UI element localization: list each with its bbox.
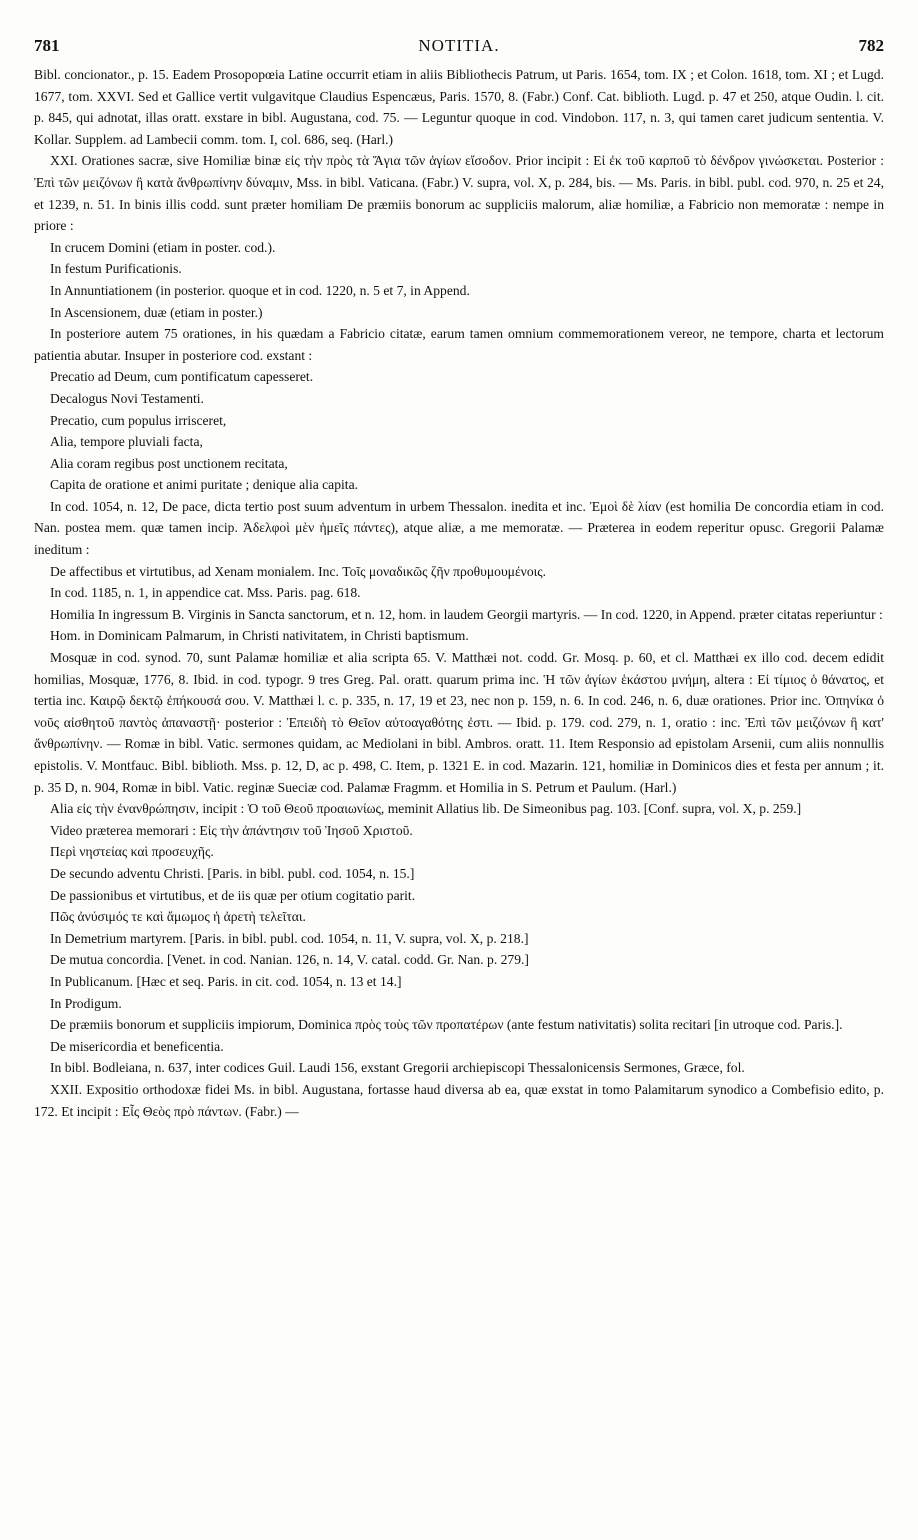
paragraph: Bibl. concionator., p. 15. Eadem Prosopopœia Latine occurrit etiam in aliis Bibliothecis Patrum, ut Paris. 1654, tom. IX ; et Colon. 1618, tom. XI ; et Lugd. 1677, tom. XXVI. Sed et Gallice vertit vulgavitque Claudius Espencæus, Paris. 1570, 8. (Fabr.) Conf. Cat. biblioth. Lugd. p. 47 et 250, atque Oudin. l. cit. p. 845, qui adnotat, illas oratt. exstare in bibl. Augustana, cod. 75. — Leguntur quoque in cod. Vindobon. 117, n. 3, qui tamen caret judicum sententia. V. Kollar. Supplem. ad Lambecii comm. tom. I, col. 686, seq. (Harl.) (34, 67, 884, 147)
paragraph: Alia coram regibus post unctionem recitata, (50, 455, 288, 471)
paragraph: Hom. in Dominicam Palmarum, in Christi nativitatem, in Christi baptismum. (50, 628, 469, 644)
paragraph: De misericordia et beneficentia. (50, 1038, 224, 1054)
paragraph: In Annuntiationem (in posterior. quoque et in cod. 1220, n. 5 et 7, in Append. (50, 282, 470, 298)
paragraph: In Publicanum. [Hæc et seq. Paris. in cit. cod. 1054, n. 13 et 14.] (50, 973, 402, 989)
paragraph: De passionibus et virtutibus, et de iis quæ per otium cogitatio parit. (50, 887, 416, 903)
document-body (34, 64, 884, 1122)
paragraph: De secundo adventu Christi. [Paris. in bibl. publ. cod. 1054, n. 15.] (50, 865, 415, 881)
paragraph: Alia εἰς τὴν ἐνανθρώπησιν, incipit : Ὁ τοῦ Θεοῦ προαιωνίως, meminit Allatius lib. De Simeonibus pag. 103. [Conf. supra, vol. X, p. 259.] (50, 801, 802, 817)
paragraph: In posteriore autem 75 orationes, in his quædam a Fabricio citatæ, earum tamen omnium commemorationem vereor, ne tempore, charta et lectorum patientia abutar. Insuper in posteriore cod. exstant : (34, 326, 884, 363)
paragraph: In Demetrium martyrem. [Paris. in bibl. publ. cod. 1054, n. 11, V. supra, vol. X, p. 218.] (50, 930, 529, 946)
paragraph: XXII. Expositio orthodoxæ fidei Ms. in bibl. Augustana, fortasse haud diversa ab ea, quæ exstat in tomo Palamitarum synodico a Combefisio edito, p. 172. Et incipit : Εἷς Θεὸς πρὸ πάντων. (Fabr.) — (34, 1081, 884, 1119)
paragraph: Homilia In ingressum B. Virginis in Sancta sanctorum, et n. 12, hom. in laudem Georgii martyris. — In cod. 1220, in Append. præter citatas reperiuntur : (50, 606, 883, 622)
paragraph: In Ascensionem, duæ (etiam in poster.) (50, 304, 263, 320)
paragraph: Περὶ νηστείας καὶ προσευχῆς. (50, 844, 214, 860)
paragraph: Precatio ad Deum, cum pontificatum capesseret. (50, 369, 314, 385)
paragraph: In cod. 1054, n. 12, De pace, dicta tertio post suum adventum in urbem Thessalon. inedita et inc. Ἐμοὶ δὲ λίαν (est homilia De concordia etiam in cod. Nan. postea mem. quæ tamen incip. Ἀδελφοὶ μὲν ἡμεῖς πάντες), atque aliæ, a me memoratæ. — Præterea in eodem reperitur opusc. Gregorii Palamæ ineditum : (34, 498, 884, 558)
paragraph: Alia, tempore pluviali facta, (50, 434, 203, 450)
paragraph: Decalogus Novi Testamenti. (50, 390, 204, 406)
paragraph: De affectibus et virtutibus, ad Xenam monialem. Inc. Τοῖς μοναδικῶς ζῆν προθυμουμένοις. (50, 563, 547, 579)
paragraph: Πῶς ἀνύσιμός τε καὶ ἄμωμος ἡ ἀρετὴ τελεῖται. (50, 909, 306, 925)
paragraph: In festum Purificationis. (50, 261, 182, 277)
paragraph: Video præterea memorari : Εἰς τὴν ἀπάντησιν τοῦ Ἰησοῦ Χριστοῦ. (50, 822, 413, 838)
running-title: NOTITIA. (418, 36, 500, 55)
paragraph: In bibl. Bodleiana, n. 637, inter codices Guil. Laudi 156, exstant Gregorii archiepiscopi Thessalonicensis Sermones, Græce, fol. (50, 1060, 745, 1076)
paragraph: In crucem Domini (etiam in poster. cod.). (50, 239, 276, 255)
paragraph: Mosquæ in cod. synod. 70, sunt Palamæ homiliæ et alia scripta 65. V. Matthæi not. codd. Gr. Mosq. p. 60, et cl. Matthæi ex illo cod. decem edidit homilias, Mosquæ, 1776, 8. Ibid. in cod. typogr. 9 tres Greg. Pal. oratt. quarum prima inc. Ἡ τῶν ἁγίων ἑκάστου μνήμη, altera : Εἰ τίμιος ὁ θάνατος, et tertia inc. Καιρῷ δεκτῷ ἐπήκουσά σου. V. Matthæi l. c. p. 335, n. 17, 19 et 23, nec non p. 159, n. 6. In cod. 246, n. 6, duæ orationes. Prior inc. Ὁπηνίκα ὁ νοῦς αἰσθητοῦ παντὸς ἀπαναστῇ· posterior : Ἐπειδὴ τὸ Θεῖον αὐτοαγαθότης ἐστι. — Ibid. p. 179. cod. 279, n. 1, oratio : inc. Ἐπὶ τῶν μειζόνων ἢ κατ' ἄνθρωπίνην. — Romæ in bibl. Vatic. sermones quidam, ac Mediolani in bibl. Ambros. oratt. 11. Item Responsio ad epistolam Arsenii, cum aliis nonnullis epistolis. V. Montfauc. Bibl. biblioth. Mss. p. 12, D, ac p. 498, C. Item, p. 1321 E. in cod. Mazarin. 121, homiliæ in Dominicos dies et festa per annum ; it. p. 35 D, n. 904, Romæ in bibl. Vatic. reginæ Sueciæ cod. Palamæ Fragmm. et Homilia in S. Petrum et Paulum. (Harl.) (34, 650, 884, 795)
paragraph: In Prodigum. (50, 995, 122, 1011)
paragraph: De præmiis bonorum et suppliciis impiorum, Dominica πρὸς τοὺς τῶν προπατέρων (ante festum nativitatis) solita recitari [in utroque cod. Paris.]. (50, 1017, 843, 1033)
paragraph: In cod. 1185, n. 1, in appendice cat. Mss. Paris. pag. 618. (50, 585, 361, 601)
paragraph: Capita de oratione et animi puritate ; denique alia capita. (50, 477, 359, 493)
page-number-right: 782 (858, 36, 884, 55)
page-number-left: 781 (34, 36, 60, 55)
paragraph: De mutua concordia. [Venet. in cod. Nanian. 126, n. 14, V. catal. codd. Gr. Nan. p. 279.] (50, 952, 529, 968)
running-header (34, 30, 884, 64)
paragraph: XXI. Orationes sacræ, sive Homiliæ binæ εἰς τὴν πρὸς τὰ Ἅγια τῶν ἁγίων εἴσοδον. Prior incipit : Εἰ ἐκ τοῦ καρποῦ τὸ δένδρον γινώσκεται. Posterior : Ἐπὶ τῶν μειζόνων ἢ κατὰ ἄνθρωπίνην δύναμιν, Mss. in bibl. Vaticana. (Fabr.) V. supra, vol. X, p. 284, bis. — Ms. Paris. in bibl. publ. cod. 970, n. 25 et 24, et 1239, n. 51. In binis illis codd. sunt præter homiliam De præmiis bonorum ac suppliciis malorum, aliæ homiliæ, a Fabricio non memoratæ : nempe in priore : (34, 153, 884, 234)
paragraph: Precatio, cum populus irrisceret, (50, 412, 227, 428)
